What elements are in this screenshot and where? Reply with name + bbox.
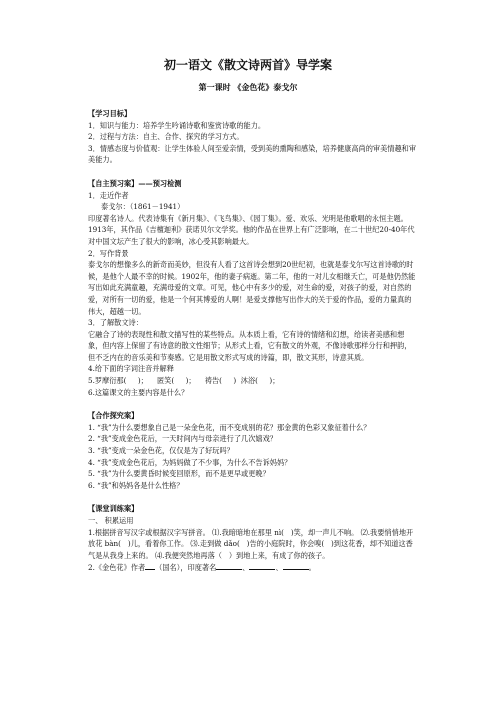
preview-heading: 【自主预习案】——预习检测 xyxy=(88,178,182,188)
author-text: 印度著名诗人。代表诗集有《新月集》、《飞鸟集》、《园丁集》。爱、欢乐、光明是他歌唱的永恒主题。1913年，其作品《吉檀迦利》获诺贝尔文学奖。他的作品在世界上有广泛影响，在二十世纪20-40年代对中国文坛产生了很大的影响，冰心受其影响最大。 xyxy=(88,213,415,246)
explore-item: 1. “我”为什么要想象自己是一朵金色花，而不变成别的花？那金黄的色彩又象征着什么？ xyxy=(88,422,371,432)
explore-item: 6. “我”和妈妈各是什么性格？ xyxy=(88,480,184,490)
explore-item: 5. “我”为什么要黄昏时候变回原形，而不是更早或更晚？ xyxy=(88,469,270,479)
explore-heading: 【合作探究案】 xyxy=(88,411,139,421)
page-title: 初一语文《散文诗两首》导学案 xyxy=(163,58,332,72)
author-title: 1．走近作者 xyxy=(88,190,129,200)
answer-blank[interactable] xyxy=(249,561,275,570)
practice-question-2: 2.《金色花》作者 （国名），印度著名 、 、 。 xyxy=(88,563,316,573)
goal-item: 2．过程与方法：自主、合作、探究的学习方式。 xyxy=(88,132,244,142)
words-title: 4.给下面的字词注音并解释 xyxy=(88,364,174,374)
answer-blank[interactable] xyxy=(216,561,242,570)
document-body xyxy=(88,108,416,574)
goal-item: 1．知识与能力：培养学生吟诵诗歌和鉴赏诗歌的能力。 xyxy=(88,120,266,130)
goal-item: 3．情感态度与价值观：让学生体验人间至爱亲情，受到美的熏陶和感染，培养健康高尚的审美情趣和审美能力。 xyxy=(88,143,417,165)
practice-question-1: 1.根据拼音写汉字或根据汉字写拼音。 ⑴.我暗暗地在那里 nì( )笑，却一声儿不响。 ⑵.我要悄悄地开放花 bàn( )儿，看着你工作。 ⑶.走到做 dǎo( )告的小庭院时，你会嗅( )到这花香，却不知道这香气是从我身上来的。 ⑷.我便突然地再落（ ）到地上来，有成了你的孩子。 xyxy=(88,527,414,560)
answer-blank[interactable] xyxy=(283,561,309,570)
practice-part1: 一、 积累运用 xyxy=(88,516,134,525)
words-line: 5.罗摩衍那( )； 匿笑( )； 祷告( ) 沐浴( )； xyxy=(88,376,280,386)
explore-item: 4. “我”变成金色花后，为妈妈做了不少事，为什么不告诉妈妈？ xyxy=(88,457,292,467)
background-text: 泰戈尔的想像多么的新奇而美妙，但没有人看了这首诗会想到20世纪初，也就是泰戈尔写这首诗歌的时候，是他个人最不幸的时候。1902年，他的妻子病逝。第二年，他的一对儿女相继夭亡，可是他仍然能写出如此充满童趣，充满母爱的文章。可见，他心中有多少的爱，对生命的爱，对孩子的爱，对自然的爱，对所有一切的爱，他是一个何其博爱的人啊！是爱支撑他写出作大的关于爱的作品，爱的力量真的伟大，超越一切。 xyxy=(88,260,416,316)
author-name: 泰戈尔：（1861－1941） xyxy=(101,202,185,212)
explore-item: 3. “我”变成一朵金色花，仅仅是为了好玩吗？ xyxy=(88,446,234,456)
prose-title: 3．了解散文诗： xyxy=(88,318,143,328)
page-subtitle: 第一课时 《金色花》泰戈尔 xyxy=(198,83,298,92)
background-title: 2．写作背景 xyxy=(88,248,129,258)
goals-heading: 【学习目标】 xyxy=(88,109,132,118)
prose-text: 它融合了诗的表现性和散文描写性的某些特点。从本质上看，它有诗的情绪和幻想，给读者美感和想象，但内容上保留了有诗意的散文性细节；从形式上看，它有散文的外观，不像诗歌那样分行和押韵，但不乏内在的音乐美和节奏感。它是用散文形式写成的诗篇，即，散文其形，诗意其质。 xyxy=(88,329,412,362)
practice-heading: 【课堂训练案】 xyxy=(88,504,139,514)
answer-blank[interactable] xyxy=(145,561,155,570)
explore-item: 2. “我”变成金色花后，一天时间内与母亲进行了几次嬉戏？ xyxy=(88,434,277,444)
question-6: 6.这篇课文的主要内容是什么？ xyxy=(88,387,189,397)
